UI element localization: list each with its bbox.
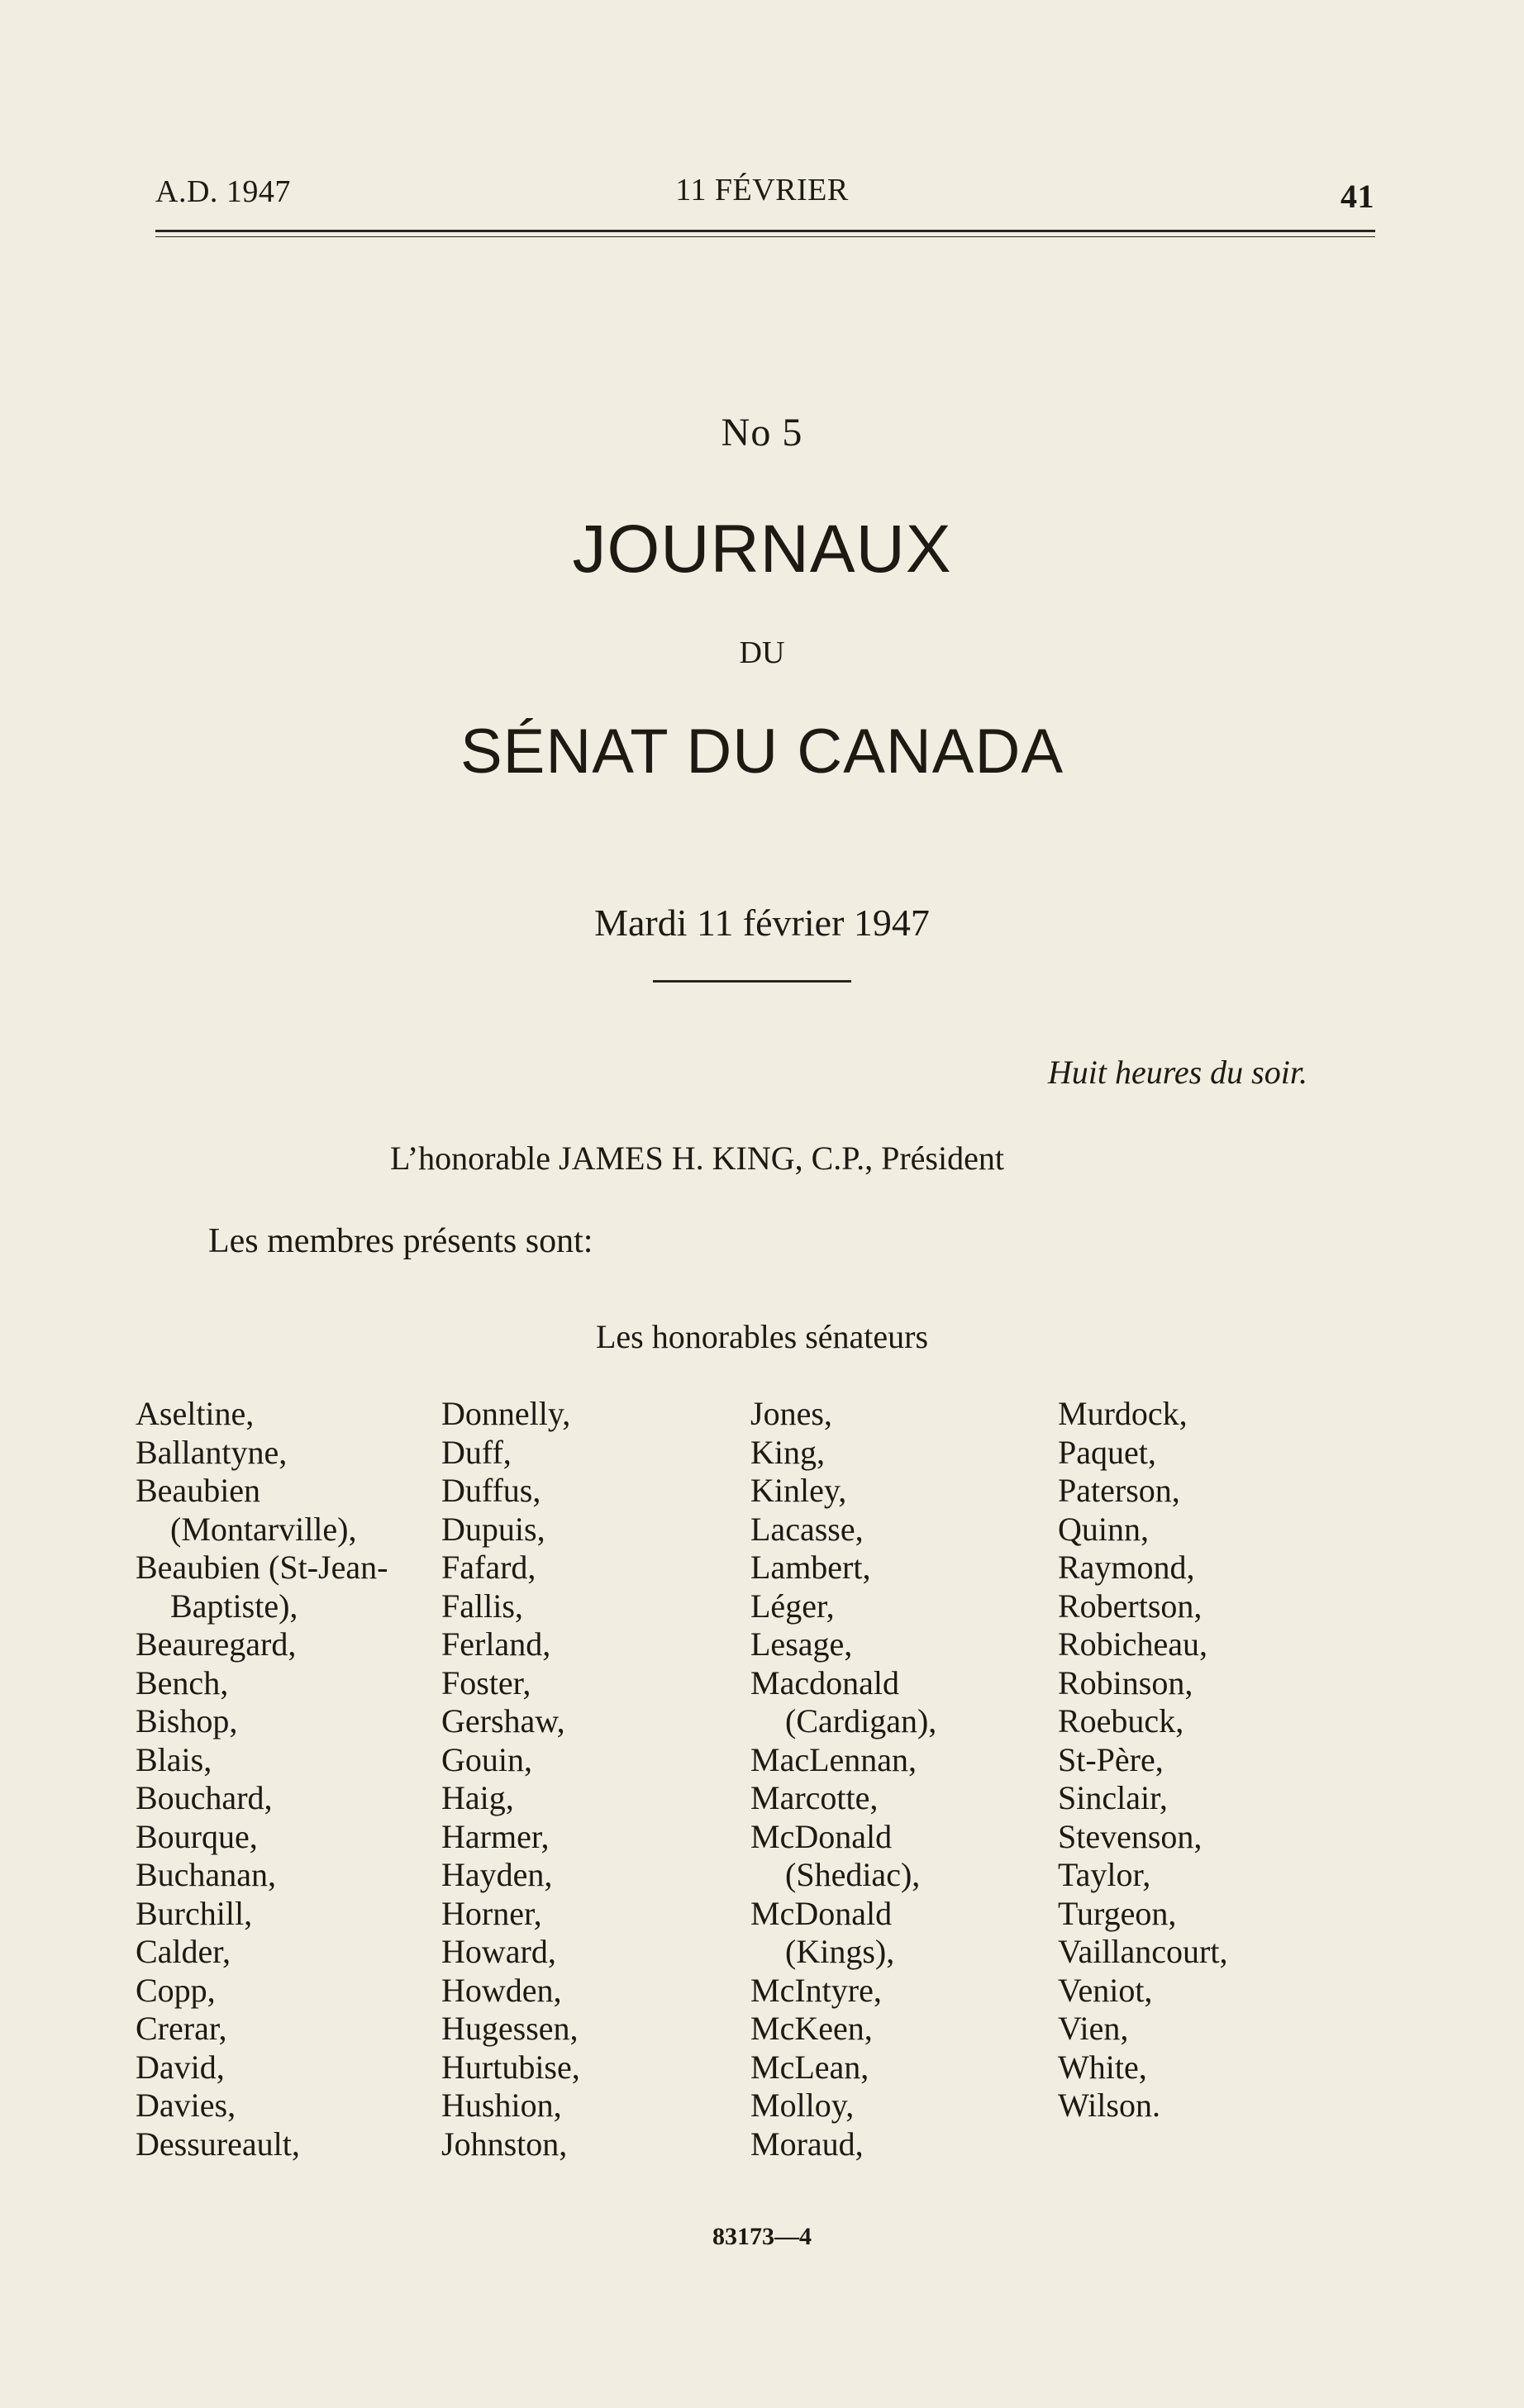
senator-name: Copp,: [136, 1971, 216, 2009]
senator-name: Sinclair,: [1058, 1779, 1168, 1816]
senator-name: Hurtubise,: [441, 2048, 580, 2086]
senator-name: Beaubien (St-Jean-: [136, 1549, 388, 1586]
senator-name: McDonald: [750, 1817, 893, 1855]
senator-name: Hayden,: [441, 1856, 553, 1893]
senator-name: Vien,: [1058, 2010, 1129, 2047]
senator-name: Baptiste),: [170, 1587, 298, 1625]
senator-name: Gershaw,: [441, 1702, 565, 1739]
senator-name: Fallis,: [441, 1587, 523, 1625]
senator-name: Bourque,: [136, 1817, 258, 1855]
senator-name: Robertson,: [1058, 1587, 1203, 1625]
senator-name: Robinson,: [1058, 1663, 1193, 1701]
senator-name: Paquet,: [1058, 1433, 1156, 1471]
senator-name: Fafard,: [441, 1549, 536, 1586]
members-intro: Les membres présents sont:: [208, 1222, 593, 1260]
senators-column-2: [441, 1395, 580, 2163]
president-line: L’honorable JAMES H. KING, C.P., Président: [390, 1140, 1004, 1177]
senator-name: Veniot,: [1058, 1971, 1153, 2009]
senator-name: Davies,: [136, 2087, 236, 2124]
senator-name: King,: [750, 1433, 825, 1471]
senator-name: Stevenson,: [1058, 1817, 1203, 1855]
senator-name: Quinn,: [1058, 1510, 1149, 1548]
senator-name: Paterson,: [1058, 1472, 1180, 1509]
senator-name: Hugessen,: [441, 2010, 579, 2047]
senator-name: St-Père,: [1058, 1740, 1164, 1778]
issue-number: No 5: [721, 411, 803, 454]
senator-name: Vaillancourt,: [1058, 1933, 1228, 1970]
header-year: A.D. 1947: [155, 174, 291, 209]
senator-name: Howard,: [441, 1933, 556, 1970]
senator-name: Taylor,: [1058, 1856, 1151, 1893]
senator-name: Harmer,: [441, 1817, 550, 1855]
page-number: 41: [1341, 178, 1374, 215]
senator-name: Beaubien: [136, 1472, 261, 1509]
senator-name: Ferland,: [441, 1625, 551, 1663]
senator-name: Dessureault,: [136, 2125, 300, 2163]
senator-name: Kinley,: [750, 1472, 847, 1509]
header-date: 11 FÉVRIER: [675, 173, 849, 207]
senator-name: MacLennan,: [750, 1740, 917, 1778]
senator-name: Lesage,: [750, 1625, 853, 1663]
sitting-date: Mardi 11 février 1947: [594, 902, 930, 944]
senator-name: (Kings),: [785, 1933, 895, 1970]
senator-name: Bench,: [136, 1663, 229, 1701]
sitting-time: Huit heures du soir.: [1047, 1054, 1307, 1091]
senator-name: David,: [136, 2048, 225, 2086]
senator-name: Macdonald: [750, 1663, 899, 1701]
senator-name: Turgeon,: [1058, 1894, 1177, 1932]
senator-name: (Shediac),: [785, 1856, 921, 1893]
title-journaux: JOURNAUX: [572, 512, 952, 587]
senator-name: Aseltine,: [136, 1395, 255, 1432]
senator-name: Burchill,: [136, 1894, 253, 1932]
senator-name: Jones,: [750, 1395, 832, 1432]
senator-name: Haig,: [441, 1779, 514, 1816]
senator-name: Murdock,: [1058, 1395, 1188, 1432]
senator-name: Wilson.: [1058, 2087, 1160, 2124]
title-du: DU: [739, 635, 785, 670]
senators-column-3: [750, 1395, 936, 2163]
senator-name: Buchanan,: [136, 1856, 276, 1893]
senators-column-1: [136, 1395, 388, 2163]
senator-name: Gouin,: [441, 1740, 532, 1778]
senator-name: (Cardigan),: [785, 1702, 937, 1739]
senator-name: Léger,: [750, 1587, 835, 1625]
senator-name: Lacasse,: [750, 1510, 864, 1548]
senator-name: McKeen,: [750, 2010, 873, 2047]
senator-name: Roebuck,: [1058, 1702, 1184, 1739]
senator-name: Ballantyne,: [136, 1433, 288, 1471]
senator-name: Johnston,: [441, 2125, 568, 2163]
senator-name: Robicheau,: [1058, 1625, 1208, 1663]
senator-name: Donnelly,: [441, 1395, 571, 1432]
senator-name: Howden,: [441, 1971, 562, 2009]
senators-heading: Les honorables sénateurs: [595, 1318, 929, 1355]
senator-name: (Montarville),: [170, 1510, 357, 1548]
senator-name: Bishop,: [136, 1702, 238, 1739]
senator-name: Moraud,: [750, 2125, 864, 2163]
senator-name: White,: [1058, 2048, 1147, 2086]
senator-name: McDonald: [750, 1894, 893, 1932]
senator-name: Horner,: [441, 1894, 542, 1932]
senator-name: Calder,: [136, 1933, 231, 1970]
header-rule: [155, 230, 1375, 232]
senators-column-4: [1058, 1395, 1228, 2125]
senator-name: Crerar,: [136, 2010, 227, 2047]
header-rule-thin: [155, 236, 1375, 237]
senator-name: McLean,: [750, 2048, 869, 2086]
title-divider: [653, 980, 851, 983]
title-senat: SÉNAT DU CANADA: [460, 716, 1064, 787]
senator-name: Lambert,: [750, 1549, 871, 1586]
senator-name: Duff,: [441, 1433, 512, 1471]
senator-name: Molloy,: [750, 2087, 855, 2124]
senator-name: Dupuis,: [441, 1510, 545, 1548]
senator-name: Foster,: [441, 1663, 531, 1701]
senator-name: Bouchard,: [136, 1779, 273, 1816]
print-code: 83173—4: [712, 2223, 812, 2250]
senator-name: Duffus,: [441, 1472, 541, 1509]
senator-name: Beauregard,: [136, 1625, 297, 1663]
senator-name: Hushion,: [441, 2087, 562, 2124]
senator-name: McIntyre,: [750, 1971, 882, 2009]
senator-name: Raymond,: [1058, 1549, 1195, 1586]
senator-name: Blais,: [136, 1740, 212, 1778]
senator-name: Marcotte,: [750, 1779, 879, 1816]
